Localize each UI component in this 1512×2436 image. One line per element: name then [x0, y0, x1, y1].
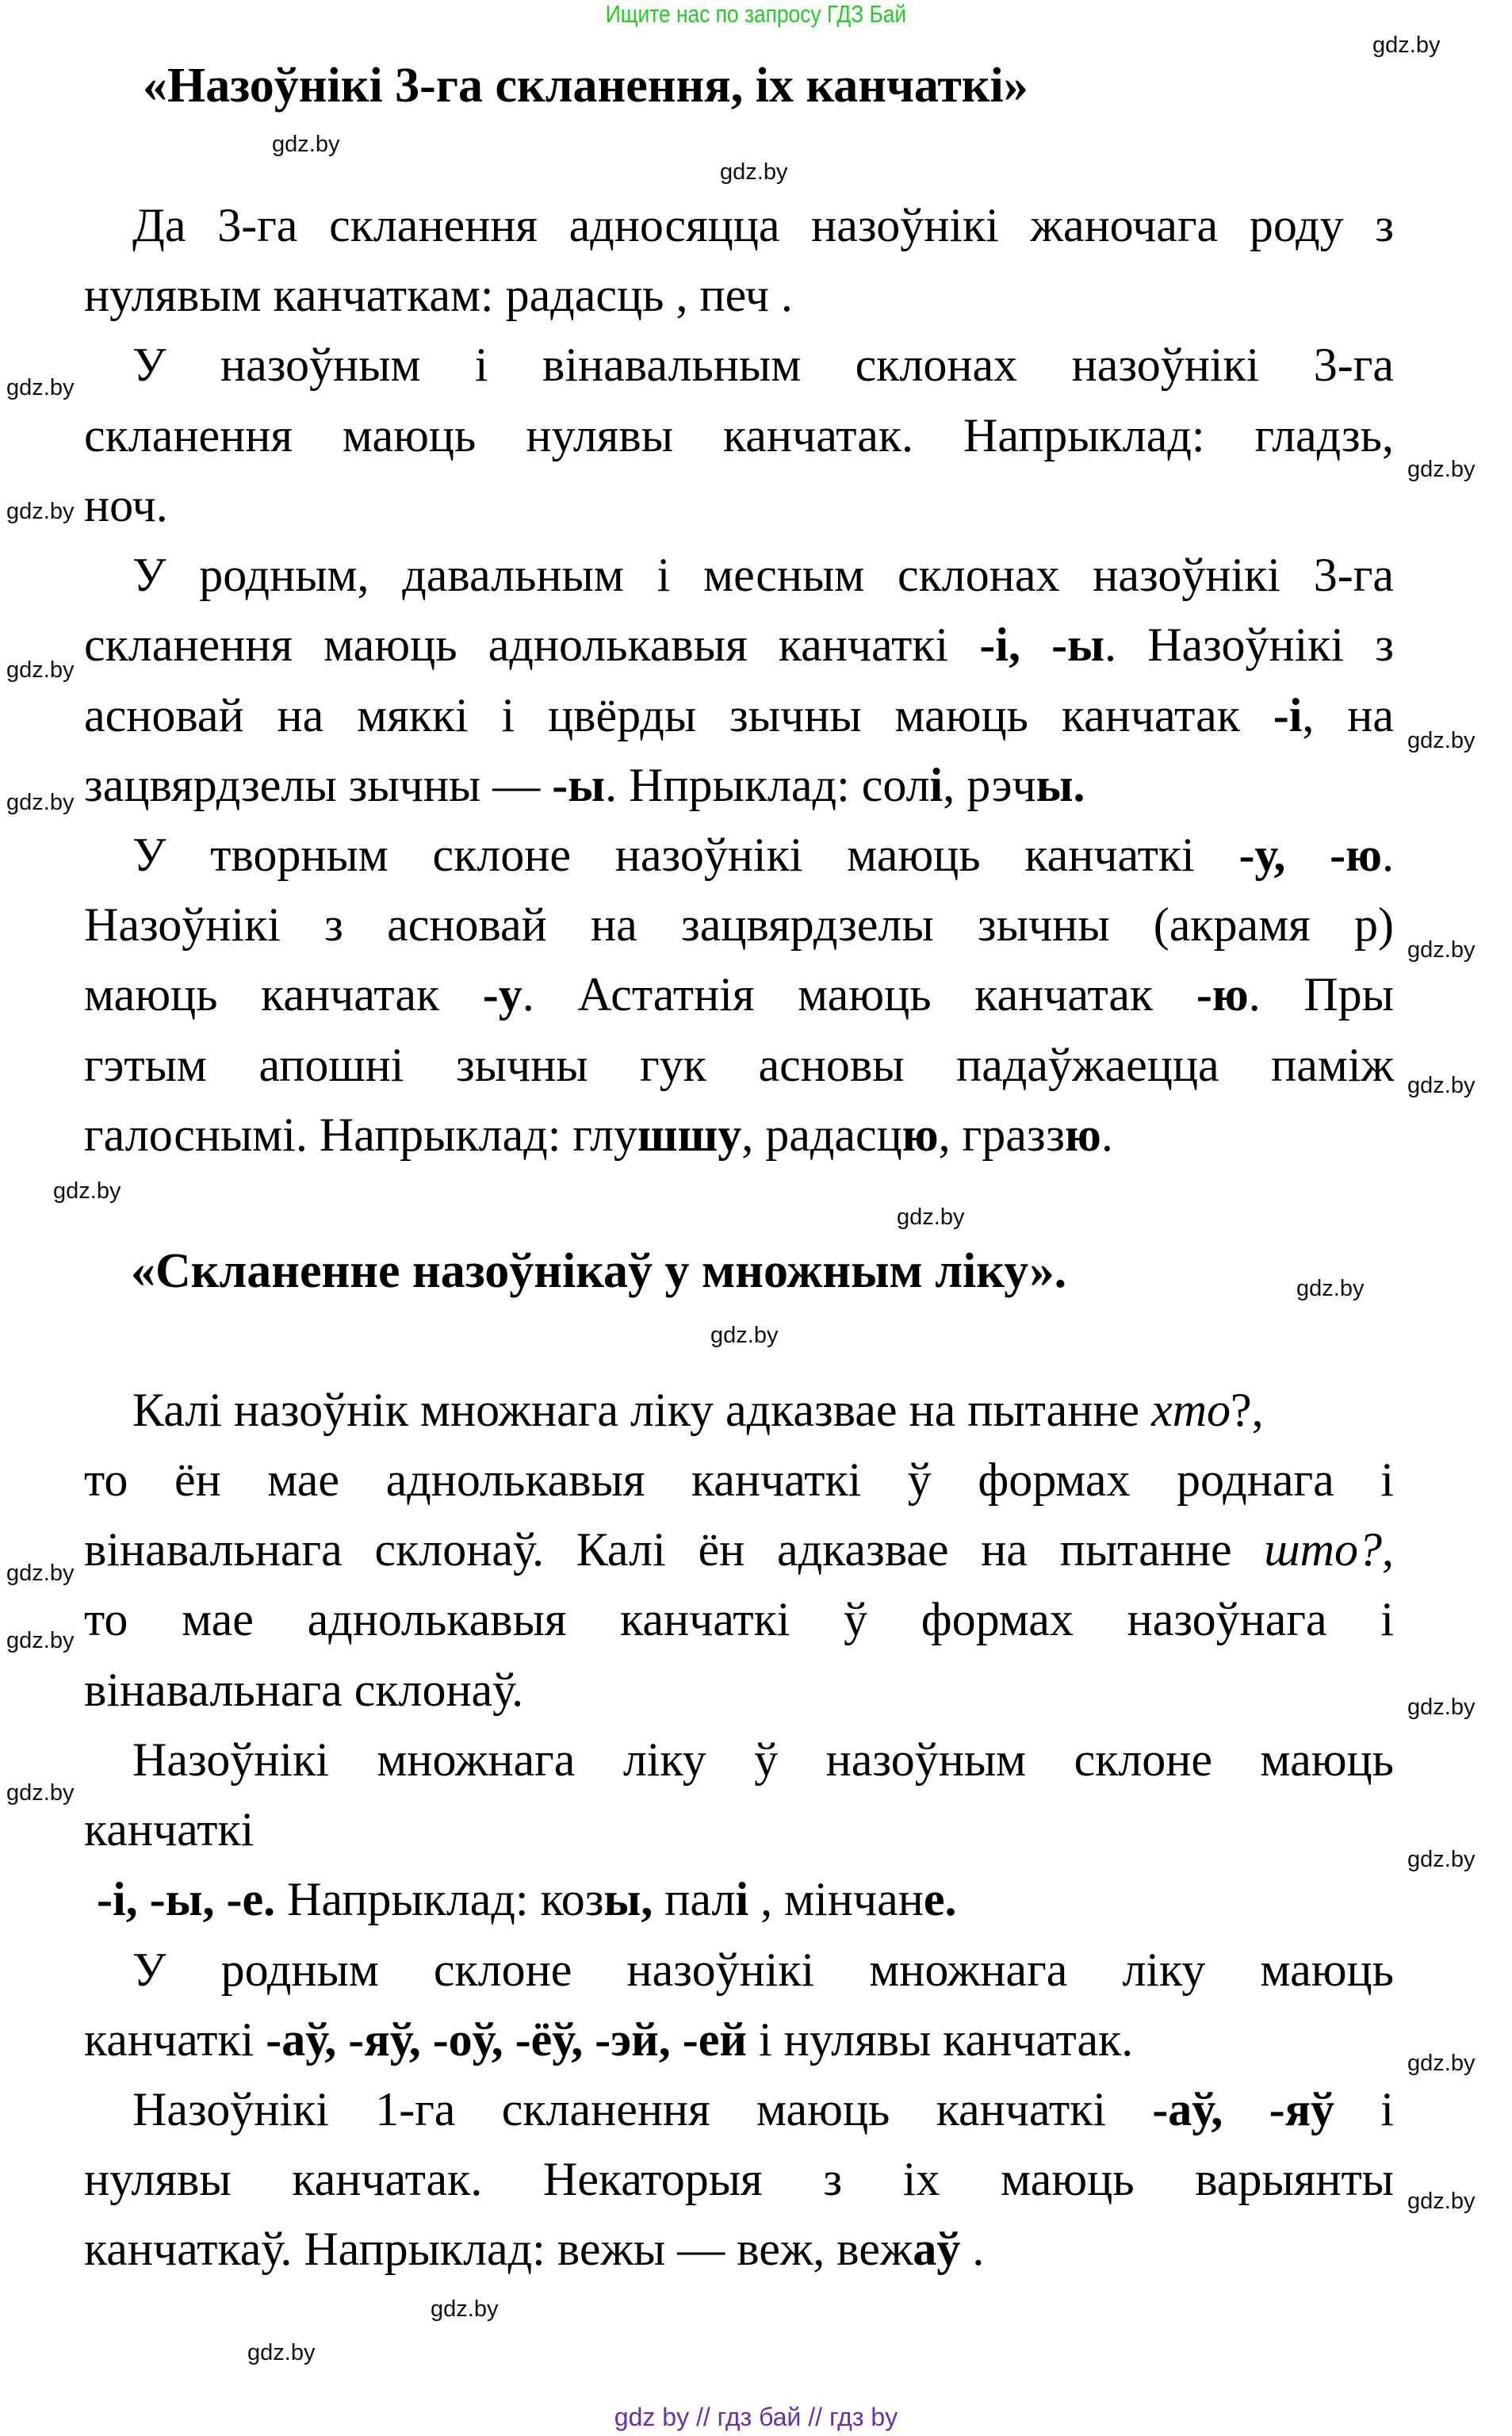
- bold-ending: -і, -ы: [979, 619, 1104, 671]
- bold-ending: е.: [923, 1873, 957, 1925]
- text-segment: скланення маюць нулявы канчатак. Напрыклад: гладзь,: [84, 409, 1394, 462]
- text-segment: Калі назоўнік множнага ліку адказвае на пытанне: [132, 1384, 1152, 1436]
- text-segment: вінавальнага склонаў. Калі ён адказвае на пытанне: [84, 1523, 1265, 1576]
- text-segment: ,: [1382, 1523, 1394, 1576]
- text-segment: вінавальнага склонаў.: [84, 1664, 524, 1716]
- bold-ending: -аў, -яў, -оў, -ёў, -эй, -ей: [266, 2013, 747, 2066]
- bold-ending: -і: [1273, 689, 1303, 741]
- text-line: [84, 964, 1394, 1025]
- bold-ending: -у: [482, 968, 523, 1021]
- gdz-watermark: gdz.by: [1407, 2189, 1476, 2214]
- text-segment: нулявы канчатак. Некаторыя з іх маюць варыянты: [84, 2153, 1394, 2205]
- text-segment: У творным склоне назоўнікі маюць канчаткі: [132, 829, 1239, 881]
- text-segment: канчаткі: [84, 1803, 255, 1856]
- text-line: [84, 1519, 1394, 1580]
- bold-ending: -ы: [552, 759, 606, 811]
- text-segment: і нулявы канчатак.: [746, 2013, 1134, 2066]
- gdz-watermark: gdz.by: [6, 657, 75, 683]
- text-segment: , радасц: [741, 1109, 902, 1161]
- text-segment: Назоўнікі 1-га скланення маюць канчаткі: [132, 2083, 1153, 2135]
- bold-ending: -ю: [1196, 968, 1249, 1021]
- gdz-watermark: gdz.by: [6, 499, 75, 524]
- text-segment: асновай на мяккі і цвёрды зычны маюць канчатак: [84, 689, 1273, 741]
- text-segment: гэтым апошні зычны гук асновы падаўжаецца паміж: [84, 1039, 1394, 1091]
- text-segment: канчаткаў. Напрыклад: вежы — веж, веж: [84, 2223, 913, 2275]
- text-segment: Назоўнікі множнага ліку ў назоўным склоне маюць: [132, 1733, 1394, 1786]
- bold-ending: ю: [1065, 1109, 1101, 1161]
- gdz-watermark: gdz.by: [1296, 1276, 1365, 1301]
- text-segment: Да 3-га скланення адносяцца назоўнікі жаночага роду з: [132, 199, 1394, 251]
- bold-ending: -у, -ю: [1238, 829, 1382, 881]
- gdz-watermark: gdz.by: [1407, 728, 1476, 753]
- text-segment: маюць канчатак: [84, 968, 483, 1021]
- gdz-watermark: gdz.by: [53, 1178, 121, 1204]
- text-line: [132, 1729, 1394, 1790]
- gdz-watermark: gdz.by: [720, 159, 788, 185]
- text-segment: . Пры: [1248, 968, 1394, 1021]
- text-segment: галоснымі. Напрыклад: глу: [84, 1109, 637, 1161]
- text-line: [132, 2079, 1394, 2139]
- text-segment: то ён мае аднолькавыя канчаткі ў формах роднага і: [84, 1454, 1394, 1506]
- text-line: [84, 1105, 1394, 1165]
- gdz-watermark: gdz.by: [1407, 457, 1476, 482]
- gdz-watermark: gdz.by: [1372, 33, 1441, 58]
- text-segment: пал: [653, 1873, 736, 1925]
- text-segment: . Астатнія маюць канчатак: [522, 968, 1196, 1021]
- text-line: [84, 755, 1394, 815]
- gdz-watermark: gdz.by: [710, 1323, 779, 1348]
- gdz-watermark: gdz.by: [431, 2296, 499, 2322]
- section-title-plural-declension: «Скланенне назоўнікаў у множным ліку».: [131, 1244, 1067, 1298]
- text-segment: .: [1101, 1109, 1113, 1161]
- bold-ending: ы,: [603, 1873, 653, 1925]
- italic-question: хто: [1151, 1384, 1231, 1436]
- gdz-watermark: gdz.by: [897, 1205, 965, 1230]
- bold-ending: аў: [913, 2223, 961, 2275]
- text-line: [84, 1035, 1394, 1095]
- gdz-watermark: gdz.by: [6, 1780, 75, 1806]
- gdz-watermark: gdz.by: [1407, 1695, 1476, 1720]
- text-segment: зацвярдзелы зычны —: [84, 759, 553, 811]
- bold-ending: -і, -ы, -е.: [97, 1873, 276, 1925]
- section-title-3rd-declension: «Назоўнікі 3-га скланення, іх канчаткі»: [143, 59, 1028, 113]
- text-segment: .: [1382, 829, 1394, 881]
- text-line: [132, 195, 1394, 255]
- text-segment: ?,: [1231, 1384, 1264, 1436]
- text-segment: , гразз: [938, 1109, 1065, 1161]
- text-segment: , рэч: [943, 759, 1036, 811]
- text-line: [84, 894, 1394, 955]
- text-line: [132, 335, 1394, 395]
- text-line: [132, 545, 1394, 605]
- text-line: [84, 2009, 1394, 2070]
- text-segment: Напрыклад: коз: [275, 1873, 604, 1925]
- gdz-watermark: gdz.by: [1407, 937, 1476, 963]
- text-segment: канчаткі: [84, 2013, 266, 2066]
- gdz-watermark: gdz.by: [6, 790, 75, 815]
- bold-ending: і: [929, 759, 944, 811]
- text-line: [84, 1799, 1394, 1860]
- text-segment: то мае аднолькавыя канчаткі ў формах назоўнага і: [84, 1593, 1394, 1645]
- gdz-watermark: gdz.by: [1407, 2051, 1476, 2076]
- bold-ending: ы.: [1035, 759, 1085, 811]
- gdz-watermark: gdz.by: [1407, 1073, 1476, 1098]
- text-line: [84, 1589, 1394, 1649]
- gdz-watermark: gdz.by: [272, 132, 340, 157]
- italic-question: што?: [1264, 1523, 1382, 1576]
- text-line: [84, 2219, 1394, 2279]
- text-segment: У назоўным і вінавальным склонах назоўнікі 3-га: [132, 339, 1394, 391]
- text-line: [84, 2149, 1394, 2209]
- footer-watermark: gdz by // гдз бай // гдз by: [614, 2403, 898, 2431]
- text-segment: , мінчан: [748, 1873, 924, 1925]
- text-line: [84, 1660, 1394, 1720]
- gdz-watermark: gdz.by: [6, 1561, 75, 1586]
- text-segment: .: [960, 2223, 985, 2275]
- bold-ending: -аў, -яў: [1152, 2083, 1335, 2135]
- text-segment: скланення маюць аднолькавыя канчаткі: [84, 619, 980, 671]
- text-line: [132, 825, 1394, 885]
- text-segment: У родным, давальным і месным склонах назоўнікі 3-га: [132, 549, 1394, 601]
- text-line: [84, 475, 1394, 535]
- text-line: [84, 265, 1394, 325]
- text-line: [132, 1940, 1394, 2000]
- gdz-watermark: gdz.by: [6, 1628, 75, 1653]
- text-line: [132, 1380, 1394, 1440]
- text-segment: . Назоўнікі з: [1104, 619, 1394, 671]
- bold-ending: ю: [901, 1109, 939, 1161]
- text-line: [84, 1450, 1394, 1510]
- gdz-watermark: gdz.by: [247, 2340, 316, 2365]
- text-line: [84, 685, 1394, 745]
- gdz-watermark: gdz.by: [1407, 1847, 1476, 1872]
- search-banner: Ищите нас по запросу ГДЗ Бай: [605, 0, 907, 28]
- text-segment: . Нпрыклад: сол: [605, 759, 930, 811]
- text-segment: Назоўнікі з асновай на зацвярдзелы зычны (акрамя р): [84, 898, 1394, 951]
- text-segment: У родным склоне назоўнікі множнага ліку маюць: [132, 1944, 1394, 1996]
- bold-ending: і: [735, 1873, 749, 1925]
- text-segment: ноч.: [84, 479, 168, 531]
- text-line: [97, 1869, 1407, 1929]
- gdz-watermark: gdz.by: [6, 375, 75, 400]
- text-segment: і: [1334, 2083, 1395, 2135]
- text-segment: нулявым канчаткам: радасць , печ .: [84, 269, 793, 321]
- text-segment: , на: [1302, 689, 1394, 741]
- text-line: [84, 405, 1394, 465]
- bold-ending: шшу: [637, 1109, 742, 1161]
- text-line: [84, 615, 1394, 675]
